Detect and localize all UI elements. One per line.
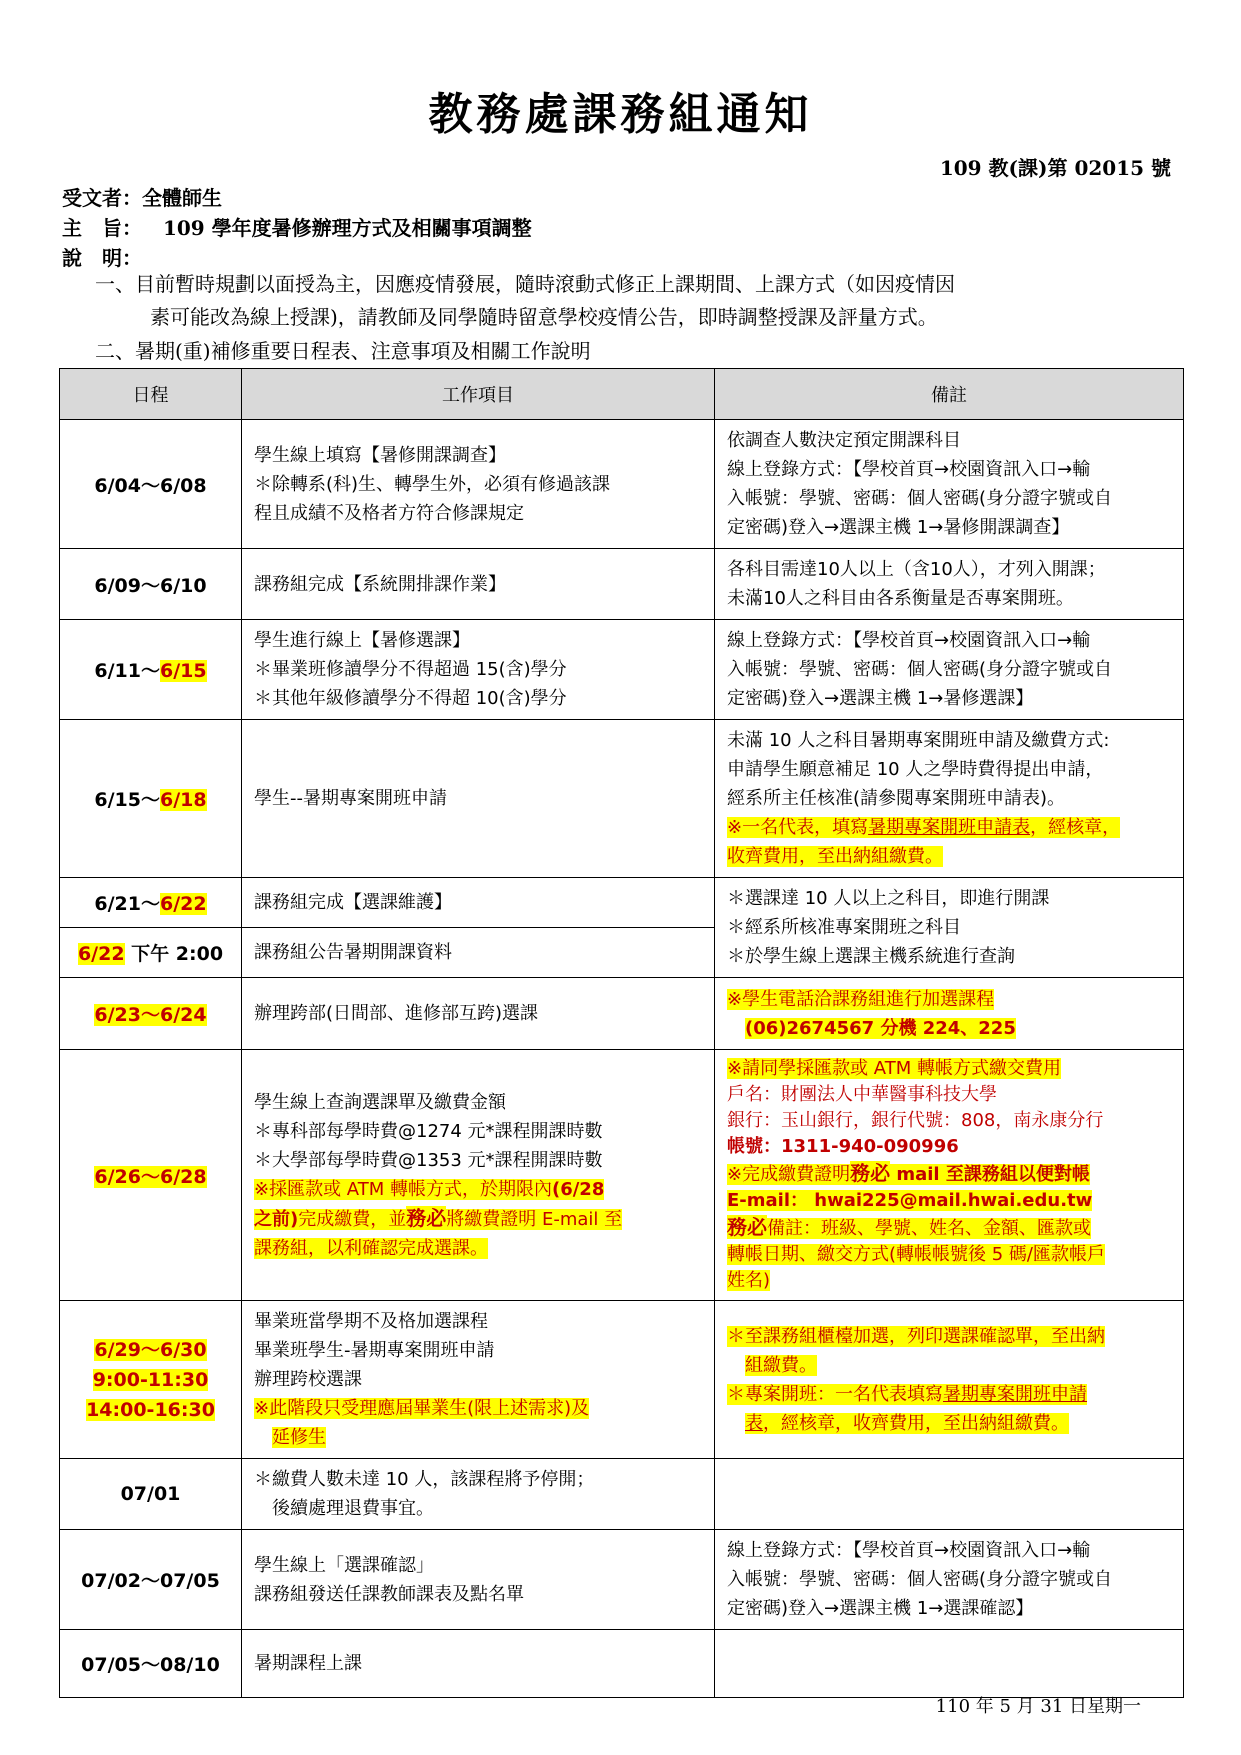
note-line: 依調查人數決定預定開課科目 xyxy=(727,430,961,451)
note-line xyxy=(727,1409,1173,1438)
explain-label: 說 明： xyxy=(62,246,142,270)
note-line: 入帳號：學號、密碼：個人密碼(身分證字號或自 xyxy=(727,488,1113,509)
table-row xyxy=(60,878,1184,928)
work-line: 學生進行線上【暑修選課】 xyxy=(254,630,470,651)
work-line: 畢業班當學期不及格加選課程 xyxy=(254,1311,488,1332)
note-line xyxy=(727,1160,1173,1188)
table-row xyxy=(60,720,1184,878)
date-start: 6/11～ xyxy=(94,660,160,682)
date-end-highlight: 6/22 xyxy=(160,893,207,915)
note-line xyxy=(727,1268,1173,1294)
highlight-text: 延修生 xyxy=(272,1427,326,1448)
date-highlight: 6/22 xyxy=(77,943,125,965)
explanation-paragraph-1 xyxy=(95,268,1180,334)
footer-date: 110 年 5 月 31 日星期一 xyxy=(935,1696,1141,1717)
table-row xyxy=(60,620,1184,720)
highlight-text: ＊專案開班：一名代表填寫 xyxy=(727,1383,943,1405)
work-line: 辦理跨校選課 xyxy=(254,1369,362,1390)
highlight-text: 組繳費。 xyxy=(745,1354,817,1376)
row-date xyxy=(60,978,242,1050)
row-date: 07/01 xyxy=(60,1459,242,1530)
note-line: 未滿 10 人之科目暑期專案開班申請及繳費方式: xyxy=(727,730,1110,751)
note-line: 定密碼)登入→選課主機 1→選課確認】 xyxy=(727,1598,1034,1619)
header-work: 工作項目 xyxy=(242,369,715,420)
note-line: 未滿10人之科目由各系衡量是否專案開班。 xyxy=(727,588,1074,609)
note-line xyxy=(727,1188,1173,1214)
highlight-text: ※採匯款或 ATM 轉帳方式，於期限內 xyxy=(254,1178,552,1200)
para1-line-a: 一、目前暫時規劃以面授為主，因應疫情發展，隨時滾動式修正上課期間、上課方式（如因疫情因 xyxy=(95,272,955,296)
account-number: 帳號：1311-940-090996 xyxy=(727,1136,959,1157)
table-row xyxy=(60,1630,1184,1698)
time-highlight: 9:00-11:30 xyxy=(92,1368,209,1391)
work-highlight-line xyxy=(254,1234,704,1263)
highlight-text: 之前) xyxy=(254,1208,299,1230)
work-highlight-line xyxy=(254,1423,704,1452)
note-line: 線上登錄方式：【學校首頁→校園資訊入口→輸 xyxy=(727,1540,1091,1561)
work-highlight-line xyxy=(254,1394,704,1423)
row-note-empty xyxy=(715,1459,1184,1530)
note-line xyxy=(727,1351,1173,1380)
table-row xyxy=(60,1459,1184,1530)
subject-line xyxy=(62,212,532,241)
table-row xyxy=(60,1530,1184,1630)
highlight-text: ＊至課務組櫃檯加選，列印選課確認單，至出納 xyxy=(727,1325,1105,1347)
row-note xyxy=(715,620,1184,720)
row-date: 6/04～6/08 xyxy=(60,420,242,549)
form-name-underlined: 暑期專案開班申請 xyxy=(943,1383,1087,1405)
subject-label: 主 旨： xyxy=(62,216,142,240)
note-line: 入帳號：學號、密碼：個人密碼(身分證字號或自 xyxy=(727,1569,1113,1590)
highlight-text: 備註：班級、學號、姓名、金額、匯款或 xyxy=(767,1218,1091,1239)
note-highlight-line xyxy=(727,842,1173,871)
date-end-highlight: 6/15 xyxy=(160,660,207,682)
table-row xyxy=(60,549,1184,620)
row-date: 07/02～07/05 xyxy=(60,1530,242,1630)
row-note xyxy=(715,720,1184,878)
note-line: 經系所主任核准(請參閱專案開班申請表)。 xyxy=(727,788,1066,809)
work-line: ＊畢業班修讀學分不得超過 15(含)學分 xyxy=(254,659,567,680)
row-work: 課務組完成【系統開排課作業】 xyxy=(242,549,715,620)
highlight-text: ※請同學採匯款或 ATM 轉帳方式繳交費用 xyxy=(727,1058,1061,1079)
date-highlight: 6/29～6/30 xyxy=(94,1338,207,1361)
row-note xyxy=(715,1050,1184,1301)
note-line xyxy=(727,1214,1173,1242)
highlight-text: ，經核章，收齊費用，至出納組繳費。 xyxy=(763,1412,1069,1434)
row-note xyxy=(715,878,1184,978)
work-line: 學生線上填寫【暑修開課調查】 xyxy=(254,444,506,466)
row-date xyxy=(60,1301,242,1459)
work-line: ＊除轉系(科)生、轉學生外，必須有修過該課 xyxy=(254,473,611,495)
recipient: 受文者：全體師生 xyxy=(62,186,222,210)
highlight-text: ※此階段只受理應屆畢業生(限上述需求)及 xyxy=(254,1398,590,1419)
note-line: ＊經系所核准專案開班之科目 xyxy=(727,917,961,938)
note-line: ＊於學生線上選課主機系統進行查詢 xyxy=(727,946,1015,967)
note-line: 定密碼)登入→選課主機 1→暑修開課調查】 xyxy=(727,517,1070,538)
highlight-text: 務必 xyxy=(727,1215,767,1239)
work-line: 課務組發送任課教師課表及點名單 xyxy=(254,1583,524,1605)
phone-number: (06)2674567 分機 224、225 xyxy=(745,1017,1016,1039)
work-highlight-line xyxy=(254,1204,704,1234)
work-line: ＊其他年級修讀學分不得超 10(含)學分 xyxy=(254,688,567,709)
note-line xyxy=(727,1014,1173,1043)
work-line: 後續處理退費事宜。 xyxy=(272,1498,434,1519)
highlight-text: ※一名代表，填寫 xyxy=(727,817,869,838)
note-line xyxy=(727,1322,1173,1351)
row-work xyxy=(242,1530,715,1630)
row-date xyxy=(60,620,242,720)
row-note xyxy=(715,1530,1184,1630)
row-work xyxy=(242,420,715,549)
document-number: 109 教(課)第 02015 號 xyxy=(939,156,1171,180)
row-work xyxy=(242,620,715,720)
note-line xyxy=(727,1242,1173,1268)
highlight-text: (6/28 xyxy=(551,1178,605,1200)
date-highlight: 6/26～6/28 xyxy=(94,1165,207,1188)
work-line: 畢業班學生-暑期專案開班申請 xyxy=(254,1340,495,1361)
bank-info: 銀行：玉山銀行，銀行代號：808，南永康分行 xyxy=(727,1110,1104,1131)
work-line: 學生線上「選課確認」 xyxy=(254,1554,434,1576)
work-line: 程且成績不及格者方符合修課規定 xyxy=(254,502,524,524)
date-time: 下午 2:00 xyxy=(124,943,224,965)
row-date xyxy=(60,1050,242,1301)
note-line: 各科目需達10人以上（含10人），才列入開課； xyxy=(727,559,1106,580)
time-highlight: 14:00-16:30 xyxy=(86,1398,215,1421)
row-note xyxy=(715,420,1184,549)
row-work: 暑期課程上課 xyxy=(242,1630,715,1698)
note-line: ＊選課達 10 人以上之科目，即進行開課 xyxy=(727,888,1050,909)
row-work: 課務組公告暑期開課資料 xyxy=(242,928,715,978)
work-line: ＊繳費人數未達 10 人，該課程將予停開； xyxy=(254,1469,595,1490)
work-line: ＊大學部每學時費@1353 元*課程開課時數 xyxy=(254,1149,603,1171)
note-line: 定密碼)登入→選課主機 1→暑修選課】 xyxy=(727,688,1034,709)
header-date: 日程 xyxy=(60,369,242,420)
row-work xyxy=(242,1301,715,1459)
row-work: 辦理跨部(日間部、進修部互跨)選課 xyxy=(242,978,715,1050)
table-row xyxy=(60,1301,1184,1459)
note-line: 線上登錄方式：【學校首頁→校園資訊入口→輸 xyxy=(727,459,1091,480)
para1-line-b: 素可能改為線上授課)，請教師及同學隨時留意學校疫情公告，即時調整授課及評量方式。 xyxy=(150,305,938,329)
row-date xyxy=(60,928,242,978)
note-line: 申請學生願意補足 10 人之學時費得提出申請， xyxy=(727,759,1104,780)
row-note-empty xyxy=(715,1630,1184,1698)
subject-text: 109 學年度暑修辦理方式及相關事項調整 xyxy=(162,216,532,240)
table-row xyxy=(60,978,1184,1050)
highlight-text: 務必 xyxy=(406,1205,447,1230)
page-title: 教務處課務組通知 xyxy=(428,89,813,140)
note-line: 線上登錄方式：【學校首頁→校園資訊入口→輸 xyxy=(727,630,1091,651)
work-line: 學生線上查詢選課單及繳費金額 xyxy=(254,1091,506,1113)
highlight-text: 務必 xyxy=(850,1161,891,1185)
form-name-underlined: 暑期專案開班申請表 xyxy=(868,817,1031,838)
row-date: 07/05～08/10 xyxy=(60,1630,242,1698)
row-date xyxy=(60,878,242,928)
row-work xyxy=(242,1459,715,1530)
date-start: 6/15～ xyxy=(94,789,160,811)
highlight-text: 將繳費證明 E-mail 至 xyxy=(446,1208,623,1230)
row-note xyxy=(715,549,1184,620)
date-end-highlight: 6/18 xyxy=(160,789,207,811)
account-name: 戶名：財團法人中華醫事科技大學 xyxy=(727,1084,997,1105)
highlight-text: 課務組，以利確認完成選課。 xyxy=(254,1237,488,1259)
highlight-text: ，經核章， xyxy=(1030,817,1121,838)
row-note xyxy=(715,978,1184,1050)
row-work xyxy=(242,1050,715,1301)
work-highlight-line xyxy=(254,1175,704,1204)
note-highlight-line xyxy=(727,813,1173,842)
row-note xyxy=(715,1301,1184,1459)
row-date xyxy=(60,720,242,878)
table-header-row xyxy=(60,369,1184,420)
row-date: 6/09～6/10 xyxy=(60,549,242,620)
work-line: ＊專科部每學時費@1274 元*課程開課時數 xyxy=(254,1120,603,1142)
note-line: 入帳號：學號、密碼：個人密碼(身分證字號或自 xyxy=(727,659,1113,680)
row-work: 課務組完成【選課維護】 xyxy=(242,878,715,928)
date-start: 6/21～ xyxy=(94,893,160,915)
table-row xyxy=(60,1050,1184,1301)
highlight-text: ※完成繳費證明 xyxy=(727,1164,851,1185)
highlight-text: 轉帳日期、繳交方式(轉帳帳號後 5 碼/匯款帳戶 xyxy=(727,1244,1105,1265)
schedule-table xyxy=(59,368,1184,1698)
form-name-underlined: 表 xyxy=(745,1412,763,1434)
note-line xyxy=(727,1056,1173,1082)
header-note: 備註 xyxy=(715,369,1184,420)
table-row xyxy=(60,420,1184,549)
highlight-text: 收齊費用，至出納組繳費。 xyxy=(727,846,943,867)
highlight-text: mail 至課務組以便對帳 xyxy=(890,1164,1090,1185)
highlight-text: 完成繳費，並 xyxy=(298,1208,407,1230)
date-highlight: 6/23～6/24 xyxy=(94,1004,207,1026)
explanation-paragraph-2: 二、暑期(重)補修重要日程表、注意事項及相關工作說明 xyxy=(95,339,591,363)
row-work: 學生--暑期專案開班申請 xyxy=(242,720,715,878)
highlight-text: 姓名) xyxy=(727,1270,771,1291)
note-line xyxy=(727,1380,1173,1409)
highlight-text: ※學生電話洽課務組進行加選課程 xyxy=(727,988,995,1010)
email-address: E-mail： hwai225@mail.hwai.edu.tw xyxy=(727,1190,1093,1211)
note-line xyxy=(727,985,1173,1014)
